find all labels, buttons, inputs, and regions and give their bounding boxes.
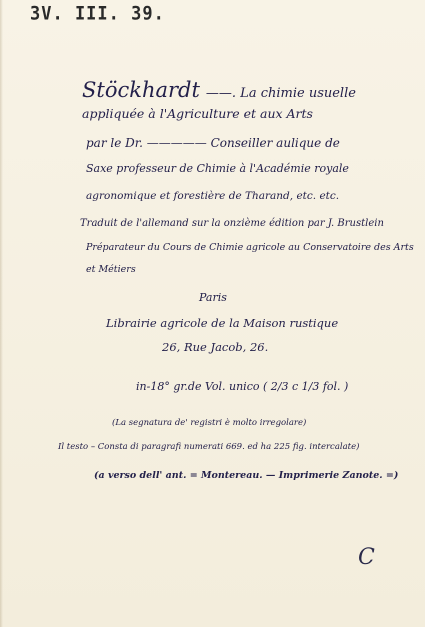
format-line: in-18° gr.de Vol. unico ( 2/3 c 1/3 fol. ) xyxy=(136,380,349,393)
translation-line-3: et Métiers xyxy=(86,264,136,275)
publisher-address: 26, Rue Jacob, 26. xyxy=(162,340,269,354)
publisher-name: Librairie agricole de la Maison rustique xyxy=(106,316,339,330)
author-name: Stöckhardt xyxy=(82,78,200,102)
note-verso: (a verso dell' ant. = Montereau. — Imprimerie Zanote. =) xyxy=(94,470,399,481)
title-line-4: agronomique et forestière de Tharand, etc. etc. xyxy=(86,190,340,202)
title-line-3: Saxe professeur de Chimie à l'Académie royale xyxy=(86,162,349,175)
translation-line-1: Traduit de l'allemand sur la onzième édition par J. Brustlein xyxy=(80,218,384,229)
title-rest: ——. La chimie usuelle xyxy=(205,86,356,101)
translation-line-2: Préparateur du Cours de Chimie agricole au Conservatoire des Arts xyxy=(86,242,414,253)
title-line-2: par le Dr. ————— Conseiller aulique de xyxy=(86,136,340,150)
author-title-line xyxy=(82,78,356,102)
publication-city: Paris xyxy=(199,291,227,304)
note-text: Il testo – Consta di paragrafi numerati 669. ed ha 225 fig. intercalate) xyxy=(58,442,360,452)
shelfmark: 3V. III. 39. xyxy=(30,3,165,25)
corner-mark: C xyxy=(358,545,375,570)
title-line-1: appliquée à l'Agriculture et aux Arts xyxy=(82,106,313,121)
note-signature: (La segnatura de' registri è molto irregolare) xyxy=(112,418,307,428)
